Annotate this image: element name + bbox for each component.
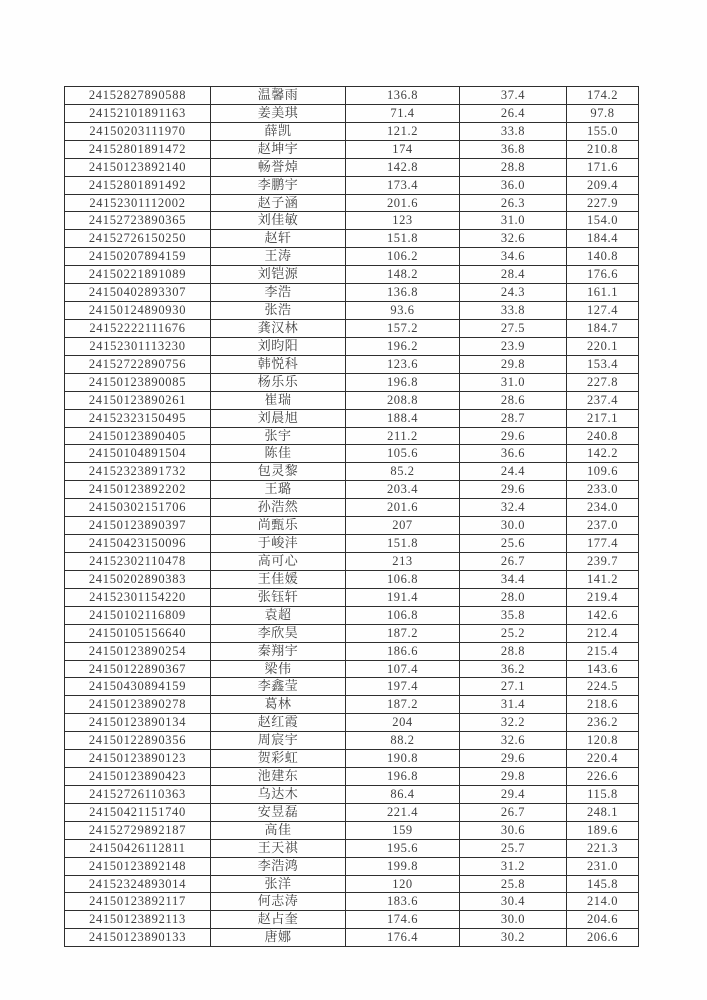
cell-candidate-id: 24150203111970	[65, 122, 211, 140]
cell-candidate-name: 畅誉焯	[211, 158, 346, 176]
cell-candidate-id: 24152101891163	[65, 104, 211, 122]
cell-total-score: 248.1	[567, 803, 639, 821]
cell-candidate-id: 24152323150495	[65, 409, 211, 427]
cell-total-score: 145.8	[567, 875, 639, 893]
cell-total-score: 226.6	[567, 768, 639, 786]
cell-candidate-id: 24152801891472	[65, 140, 211, 158]
table-row	[65, 857, 639, 875]
cell-second-score: 28.0	[460, 588, 567, 606]
cell-second-score: 29.6	[460, 481, 567, 499]
cell-written-score: 174.6	[346, 911, 460, 929]
cell-candidate-id: 24150123890405	[65, 427, 211, 445]
cell-second-score: 30.0	[460, 911, 567, 929]
cell-candidate-name: 李鑫莹	[211, 678, 346, 696]
cell-second-score: 31.4	[460, 696, 567, 714]
table-row	[65, 624, 639, 642]
cell-second-score: 24.3	[460, 284, 567, 302]
cell-second-score: 32.4	[460, 499, 567, 517]
cell-total-score: 109.6	[567, 463, 639, 481]
cell-candidate-name: 王天祺	[211, 839, 346, 857]
table-row	[65, 714, 639, 732]
cell-candidate-name: 温馨雨	[211, 87, 346, 105]
cell-written-score: 106.2	[346, 248, 460, 266]
cell-candidate-id: 24150423150096	[65, 535, 211, 553]
cell-candidate-name: 高可心	[211, 552, 346, 570]
cell-candidate-id: 24152301112002	[65, 194, 211, 212]
cell-total-score: 120.8	[567, 732, 639, 750]
cell-candidate-name: 葛林	[211, 696, 346, 714]
cell-written-score: 85.2	[346, 463, 460, 481]
cell-total-score: 161.1	[567, 284, 639, 302]
cell-candidate-name: 刘晨旭	[211, 409, 346, 427]
cell-second-score: 27.5	[460, 319, 567, 337]
cell-candidate-id: 24150202890383	[65, 570, 211, 588]
cell-second-score: 36.0	[460, 176, 567, 194]
cell-candidate-id: 24150123892148	[65, 857, 211, 875]
cell-candidate-name: 秦翔宇	[211, 642, 346, 660]
cell-candidate-id: 24150402893307	[65, 284, 211, 302]
cell-written-score: 86.4	[346, 785, 460, 803]
table-row	[65, 355, 639, 373]
cell-written-score: 123.6	[346, 355, 460, 373]
cell-candidate-name: 李欣昊	[211, 624, 346, 642]
cell-candidate-id: 24150430894159	[65, 678, 211, 696]
cell-total-score: 184.7	[567, 319, 639, 337]
table-row	[65, 875, 639, 893]
cell-total-score: 220.4	[567, 750, 639, 768]
cell-second-score: 30.6	[460, 821, 567, 839]
cell-written-score: 71.4	[346, 104, 460, 122]
cell-written-score: 207	[346, 517, 460, 535]
cell-candidate-id: 24150104891504	[65, 445, 211, 463]
cell-candidate-id: 24152729892187	[65, 821, 211, 839]
cell-written-score: 208.8	[346, 391, 460, 409]
cell-total-score: 141.2	[567, 570, 639, 588]
cell-written-score: 106.8	[346, 606, 460, 624]
table-row	[65, 248, 639, 266]
cell-candidate-name: 赵坤宇	[211, 140, 346, 158]
table-row	[65, 678, 639, 696]
cell-total-score: 215.4	[567, 642, 639, 660]
cell-written-score: 120	[346, 875, 460, 893]
cell-second-score: 24.4	[460, 463, 567, 481]
cell-candidate-id: 24150123890133	[65, 929, 211, 947]
cell-written-score: 106.8	[346, 570, 460, 588]
cell-second-score: 34.6	[460, 248, 567, 266]
cell-candidate-name: 刘铠源	[211, 266, 346, 284]
cell-total-score: 220.1	[567, 337, 639, 355]
cell-candidate-name: 王璐	[211, 481, 346, 499]
cell-candidate-name: 王佳媛	[211, 570, 346, 588]
cell-candidate-name: 池建东	[211, 768, 346, 786]
cell-second-score: 25.7	[460, 839, 567, 857]
cell-second-score: 26.7	[460, 552, 567, 570]
cell-candidate-id: 24150123890123	[65, 750, 211, 768]
table-row	[65, 552, 639, 570]
cell-candidate-id: 24152222111676	[65, 319, 211, 337]
cell-candidate-name: 尚甄乐	[211, 517, 346, 535]
cell-candidate-id: 24152302110478	[65, 552, 211, 570]
cell-second-score: 33.8	[460, 302, 567, 320]
cell-written-score: 183.6	[346, 893, 460, 911]
cell-total-score: 184.4	[567, 230, 639, 248]
table-row	[65, 176, 639, 194]
cell-total-score: 218.6	[567, 696, 639, 714]
table-row	[65, 158, 639, 176]
cell-written-score: 151.8	[346, 230, 460, 248]
cell-total-score: 209.4	[567, 176, 639, 194]
cell-second-score: 26.3	[460, 194, 567, 212]
cell-candidate-name: 赵子涵	[211, 194, 346, 212]
cell-second-score: 36.2	[460, 660, 567, 678]
cell-candidate-name: 杨乐乐	[211, 373, 346, 391]
cell-written-score: 148.2	[346, 266, 460, 284]
cell-second-score: 26.7	[460, 803, 567, 821]
cell-written-score: 191.4	[346, 588, 460, 606]
cell-candidate-id: 24150421151740	[65, 803, 211, 821]
table-row	[65, 517, 639, 535]
cell-second-score: 32.6	[460, 230, 567, 248]
cell-written-score: 136.8	[346, 284, 460, 302]
cell-total-score: 143.6	[567, 660, 639, 678]
table-row	[65, 194, 639, 212]
cell-candidate-name: 唐娜	[211, 929, 346, 947]
cell-written-score: 151.8	[346, 535, 460, 553]
table-row	[65, 803, 639, 821]
cell-written-score: 197.4	[346, 678, 460, 696]
cell-written-score: 196.8	[346, 768, 460, 786]
cell-candidate-name: 张洋	[211, 875, 346, 893]
table-row	[65, 570, 639, 588]
cell-candidate-name: 于峻沣	[211, 535, 346, 553]
cell-second-score: 32.6	[460, 732, 567, 750]
cell-written-score: 121.2	[346, 122, 460, 140]
table-row	[65, 929, 639, 947]
cell-candidate-name: 乌达木	[211, 785, 346, 803]
cell-candidate-id: 24150123892117	[65, 893, 211, 911]
cell-written-score: 211.2	[346, 427, 460, 445]
cell-second-score: 31.2	[460, 857, 567, 875]
cell-written-score: 157.2	[346, 319, 460, 337]
cell-second-score: 28.8	[460, 642, 567, 660]
cell-candidate-name: 李鹏宇	[211, 176, 346, 194]
cell-total-score: 219.4	[567, 588, 639, 606]
cell-written-score: 174	[346, 140, 460, 158]
cell-written-score: 187.2	[346, 624, 460, 642]
cell-candidate-name: 何志涛	[211, 893, 346, 911]
cell-written-score: 201.6	[346, 194, 460, 212]
cell-total-score: 237.0	[567, 517, 639, 535]
cell-candidate-name: 赵占奎	[211, 911, 346, 929]
cell-written-score: 136.8	[346, 87, 460, 105]
cell-written-score: 196.8	[346, 373, 460, 391]
table-row	[65, 481, 639, 499]
cell-total-score: 221.3	[567, 839, 639, 857]
cell-total-score: 236.2	[567, 714, 639, 732]
table-row	[65, 391, 639, 409]
cell-second-score: 25.6	[460, 535, 567, 553]
cell-total-score: 189.6	[567, 821, 639, 839]
cell-candidate-id: 24150221891089	[65, 266, 211, 284]
cell-candidate-id: 24152726110363	[65, 785, 211, 803]
cell-candidate-id: 24150426112811	[65, 839, 211, 857]
cell-candidate-id: 24150123892113	[65, 911, 211, 929]
table-row	[65, 588, 639, 606]
cell-candidate-id: 24150122890367	[65, 660, 211, 678]
cell-written-score: 221.4	[346, 803, 460, 821]
cell-candidate-name: 高佳	[211, 821, 346, 839]
cell-written-score: 201.6	[346, 499, 460, 517]
cell-written-score: 173.4	[346, 176, 460, 194]
cell-candidate-name: 龚汉林	[211, 319, 346, 337]
cell-second-score: 28.4	[460, 266, 567, 284]
table-row	[65, 140, 639, 158]
cell-written-score: 213	[346, 552, 460, 570]
cell-candidate-id: 24152324893014	[65, 875, 211, 893]
cell-candidate-name: 包灵黎	[211, 463, 346, 481]
cell-second-score: 29.8	[460, 768, 567, 786]
cell-second-score: 29.8	[460, 355, 567, 373]
cell-written-score: 142.8	[346, 158, 460, 176]
table-row	[65, 911, 639, 929]
cell-second-score: 32.2	[460, 714, 567, 732]
cell-written-score: 159	[346, 821, 460, 839]
cell-candidate-id: 24150123892202	[65, 481, 211, 499]
table-row	[65, 445, 639, 463]
cell-candidate-id: 24150123890261	[65, 391, 211, 409]
cell-total-score: 214.0	[567, 893, 639, 911]
cell-second-score: 26.4	[460, 104, 567, 122]
table-row	[65, 732, 639, 750]
cell-candidate-name: 周宸宇	[211, 732, 346, 750]
cell-candidate-name: 李浩鸿	[211, 857, 346, 875]
cell-written-score: 123	[346, 212, 460, 230]
cell-candidate-name: 韩悦科	[211, 355, 346, 373]
cell-written-score: 186.6	[346, 642, 460, 660]
cell-written-score: 105.6	[346, 445, 460, 463]
cell-total-score: 206.6	[567, 929, 639, 947]
score-table-body	[65, 87, 639, 947]
cell-second-score: 30.4	[460, 893, 567, 911]
table-row	[65, 373, 639, 391]
table-row	[65, 642, 639, 660]
cell-candidate-id: 24152323891732	[65, 463, 211, 481]
cell-total-score: 231.0	[567, 857, 639, 875]
table-row	[65, 122, 639, 140]
cell-second-score: 33.8	[460, 122, 567, 140]
table-row	[65, 104, 639, 122]
cell-candidate-id: 24150102116809	[65, 606, 211, 624]
table-row	[65, 660, 639, 678]
cell-candidate-name: 姜美琪	[211, 104, 346, 122]
cell-candidate-id: 24150123890423	[65, 768, 211, 786]
table-row	[65, 212, 639, 230]
table-row	[65, 696, 639, 714]
cell-candidate-name: 贺彩虹	[211, 750, 346, 768]
cell-candidate-name: 安昱磊	[211, 803, 346, 821]
cell-candidate-id: 24150122890356	[65, 732, 211, 750]
cell-candidate-name: 薛凯	[211, 122, 346, 140]
cell-candidate-name: 赵轩	[211, 230, 346, 248]
cell-total-score: 227.9	[567, 194, 639, 212]
cell-candidate-name: 梁伟	[211, 660, 346, 678]
cell-written-score: 196.2	[346, 337, 460, 355]
table-row	[65, 893, 639, 911]
cell-candidate-id: 24152827890588	[65, 87, 211, 105]
cell-total-score: 227.8	[567, 373, 639, 391]
cell-total-score: 237.4	[567, 391, 639, 409]
cell-candidate-name: 刘昀阳	[211, 337, 346, 355]
cell-second-score: 27.1	[460, 678, 567, 696]
table-row	[65, 266, 639, 284]
cell-total-score: 174.2	[567, 87, 639, 105]
table-row	[65, 535, 639, 553]
cell-total-score: 240.8	[567, 427, 639, 445]
cell-written-score: 176.4	[346, 929, 460, 947]
cell-second-score: 23.9	[460, 337, 567, 355]
table-row	[65, 337, 639, 355]
table-row	[65, 606, 639, 624]
cell-total-score: 210.8	[567, 140, 639, 158]
cell-total-score: 204.6	[567, 911, 639, 929]
cell-total-score: 142.2	[567, 445, 639, 463]
cell-candidate-id: 24150123890397	[65, 517, 211, 535]
cell-candidate-id: 24150124890930	[65, 302, 211, 320]
cell-total-score: 177.4	[567, 535, 639, 553]
cell-candidate-id: 24150123890134	[65, 714, 211, 732]
cell-candidate-name: 张钰轩	[211, 588, 346, 606]
cell-candidate-id: 24152801891492	[65, 176, 211, 194]
cell-candidate-name: 赵红霞	[211, 714, 346, 732]
cell-second-score: 29.6	[460, 750, 567, 768]
cell-written-score: 195.6	[346, 839, 460, 857]
table-row	[65, 463, 639, 481]
cell-second-score: 30.2	[460, 929, 567, 947]
cell-candidate-name: 刘佳敏	[211, 212, 346, 230]
cell-total-score: 239.7	[567, 552, 639, 570]
cell-second-score: 34.4	[460, 570, 567, 588]
cell-total-score: 153.4	[567, 355, 639, 373]
cell-candidate-name: 张浩	[211, 302, 346, 320]
cell-second-score: 30.0	[460, 517, 567, 535]
cell-second-score: 31.0	[460, 212, 567, 230]
cell-written-score: 203.4	[346, 481, 460, 499]
cell-written-score: 190.8	[346, 750, 460, 768]
cell-total-score: 127.4	[567, 302, 639, 320]
cell-candidate-name: 王涛	[211, 248, 346, 266]
table-row	[65, 87, 639, 105]
cell-candidate-name: 张宇	[211, 427, 346, 445]
cell-candidate-name: 李浩	[211, 284, 346, 302]
cell-second-score: 29.4	[460, 785, 567, 803]
cell-candidate-name: 孙浩然	[211, 499, 346, 517]
table-row	[65, 499, 639, 517]
cell-candidate-name: 崔瑞	[211, 391, 346, 409]
cell-written-score: 204	[346, 714, 460, 732]
cell-total-score: 115.8	[567, 785, 639, 803]
cell-candidate-id: 24150123892140	[65, 158, 211, 176]
cell-total-score: 234.0	[567, 499, 639, 517]
cell-candidate-id: 24150123890254	[65, 642, 211, 660]
cell-written-score: 188.4	[346, 409, 460, 427]
cell-candidate-id: 24152723890365	[65, 212, 211, 230]
cell-second-score: 29.6	[460, 427, 567, 445]
cell-second-score: 36.8	[460, 140, 567, 158]
cell-second-score: 37.4	[460, 87, 567, 105]
cell-written-score: 88.2	[346, 732, 460, 750]
cell-candidate-name: 袁超	[211, 606, 346, 624]
cell-total-score: 155.0	[567, 122, 639, 140]
table-row	[65, 427, 639, 445]
table-row	[65, 302, 639, 320]
cell-second-score: 36.6	[460, 445, 567, 463]
cell-candidate-id: 24150302151706	[65, 499, 211, 517]
cell-second-score: 28.8	[460, 158, 567, 176]
table-row	[65, 409, 639, 427]
cell-total-score: 97.8	[567, 104, 639, 122]
cell-total-score: 217.1	[567, 409, 639, 427]
cell-second-score: 28.7	[460, 409, 567, 427]
table-row	[65, 230, 639, 248]
cell-total-score: 176.6	[567, 266, 639, 284]
table-row	[65, 284, 639, 302]
score-table	[64, 86, 639, 947]
cell-total-score: 142.6	[567, 606, 639, 624]
table-row	[65, 821, 639, 839]
cell-candidate-id: 24150207894159	[65, 248, 211, 266]
cell-total-score: 233.0	[567, 481, 639, 499]
table-row	[65, 768, 639, 786]
cell-candidate-id: 24150105156640	[65, 624, 211, 642]
cell-candidate-id: 24150123890085	[65, 373, 211, 391]
cell-second-score: 25.8	[460, 875, 567, 893]
cell-total-score: 154.0	[567, 212, 639, 230]
table-row	[65, 750, 639, 768]
cell-total-score: 224.5	[567, 678, 639, 696]
cell-written-score: 93.6	[346, 302, 460, 320]
cell-candidate-id: 24152722890756	[65, 355, 211, 373]
cell-second-score: 25.2	[460, 624, 567, 642]
table-row	[65, 319, 639, 337]
table-row	[65, 785, 639, 803]
cell-candidate-name: 陈佳	[211, 445, 346, 463]
cell-total-score: 171.6	[567, 158, 639, 176]
cell-written-score: 107.4	[346, 660, 460, 678]
cell-candidate-id: 24152301113230	[65, 337, 211, 355]
cell-written-score: 187.2	[346, 696, 460, 714]
cell-candidate-id: 24152301154220	[65, 588, 211, 606]
cell-candidate-id: 24152726150250	[65, 230, 211, 248]
cell-written-score: 199.8	[346, 857, 460, 875]
cell-second-score: 31.0	[460, 373, 567, 391]
cell-total-score: 212.4	[567, 624, 639, 642]
cell-candidate-id: 24150123890278	[65, 696, 211, 714]
cell-total-score: 140.8	[567, 248, 639, 266]
table-row	[65, 839, 639, 857]
cell-second-score: 28.6	[460, 391, 567, 409]
cell-second-score: 35.8	[460, 606, 567, 624]
